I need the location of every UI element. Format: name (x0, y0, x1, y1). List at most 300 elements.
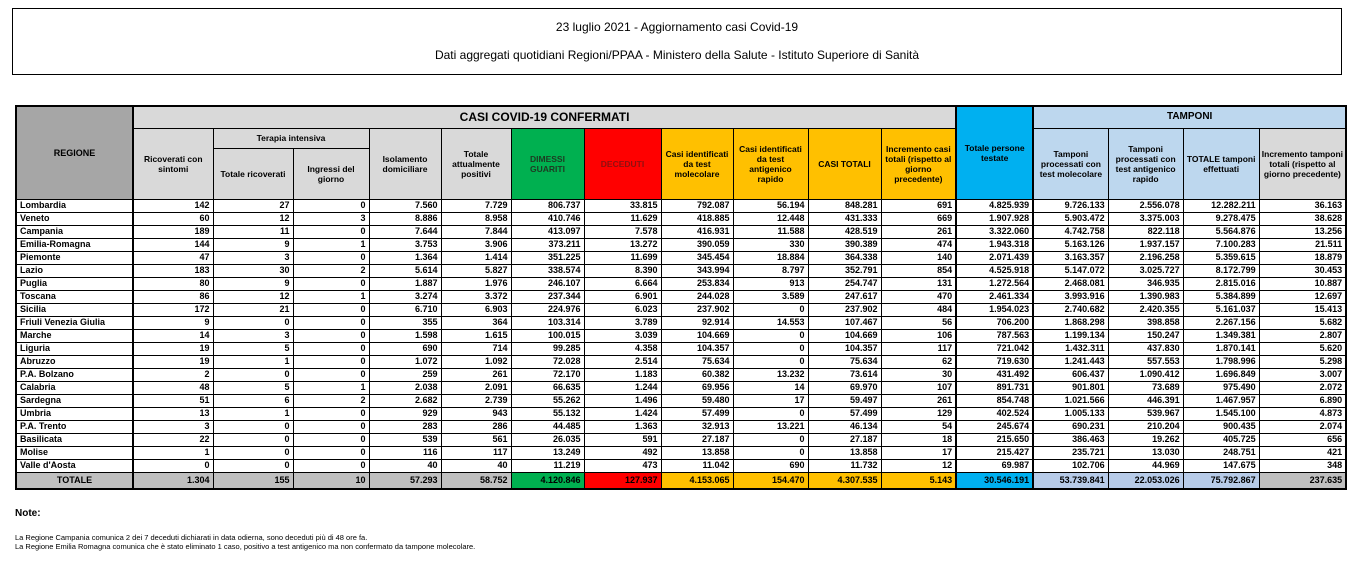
value-cell: 5.147.072 (1033, 264, 1108, 277)
table-row (16, 355, 1346, 368)
title-box (12, 8, 1342, 75)
value-cell: 437.830 (1108, 342, 1183, 355)
value-cell: 398.858 (1108, 316, 1183, 329)
value-cell: 891.731 (956, 381, 1033, 394)
value-cell: 428.519 (808, 225, 881, 238)
value-cell: 6.710 (369, 303, 441, 316)
value-cell: 44.485 (511, 420, 584, 433)
value-cell: 2.461.334 (956, 290, 1033, 303)
value-cell: 7.729 (441, 199, 511, 212)
value-cell: 13.030 (1108, 446, 1183, 459)
value-cell: 2 (293, 264, 369, 277)
value-cell: 1.183 (584, 368, 661, 381)
value-cell: 104.357 (808, 342, 881, 355)
value-cell: 0 (293, 277, 369, 290)
value-cell: 7.560 (369, 199, 441, 212)
value-cell: 0 (293, 459, 369, 472)
region-name-cell: Lombardia (16, 199, 133, 212)
value-cell: 2.072 (1259, 381, 1346, 394)
value-cell: 402.524 (956, 407, 1033, 420)
value-cell: 33.815 (584, 199, 661, 212)
value-cell: 901.801 (1033, 381, 1108, 394)
value-cell: 2.682 (369, 394, 441, 407)
value-cell: 416.931 (661, 225, 733, 238)
header-ricoverati-con-sintomi: Ricoverati con sintomi (133, 128, 213, 199)
value-cell: 1.870.141 (1183, 342, 1259, 355)
value-cell: 72.170 (511, 368, 584, 381)
value-cell: 104.669 (808, 329, 881, 342)
header-incremento-casi: Incremento casi totali (rispetto al giorno precedente) (881, 128, 956, 199)
totals-value-cell: 30.546.191 (956, 472, 1033, 489)
value-cell: 1.432.311 (1033, 342, 1108, 355)
region-name-cell: Veneto (16, 212, 133, 225)
value-cell: 1.363 (584, 420, 661, 433)
value-cell: 0 (293, 251, 369, 264)
value-cell: 4.825.939 (956, 199, 1033, 212)
value-cell: 9 (213, 238, 293, 251)
section-header-tamponi: TAMPONI (1033, 106, 1346, 128)
region-name-cell: Lazio (16, 264, 133, 277)
value-cell: 3 (133, 420, 213, 433)
value-cell: 1.092 (441, 355, 511, 368)
value-cell: 364 (441, 316, 511, 329)
value-cell: 224.976 (511, 303, 584, 316)
region-name-cell: Molise (16, 446, 133, 459)
value-cell: 929 (369, 407, 441, 420)
value-cell: 18 (881, 433, 956, 446)
value-cell: 3 (213, 329, 293, 342)
value-cell: 0 (293, 433, 369, 446)
value-cell: 72.028 (511, 355, 584, 368)
value-cell: 117 (881, 342, 956, 355)
value-cell: 261 (881, 225, 956, 238)
value-cell: 210.204 (1108, 420, 1183, 433)
value-cell: 2.556.078 (1108, 199, 1183, 212)
value-cell: 5.384.899 (1183, 290, 1259, 303)
value-cell: 1 (293, 238, 369, 251)
value-cell: 557.553 (1108, 355, 1183, 368)
value-cell: 9 (133, 316, 213, 329)
value-cell: 669 (881, 212, 956, 225)
value-cell: 1.798.996 (1183, 355, 1259, 368)
value-cell: 1 (213, 355, 293, 368)
value-cell: 13.272 (584, 238, 661, 251)
value-cell: 3.789 (584, 316, 661, 329)
value-cell: 1.414 (441, 251, 511, 264)
value-cell: 0 (213, 368, 293, 381)
value-cell: 0 (733, 446, 808, 459)
value-cell: 900.435 (1183, 420, 1259, 433)
value-cell: 13.232 (733, 368, 808, 381)
value-cell: 261 (881, 394, 956, 407)
value-cell: 48 (133, 381, 213, 394)
value-cell: 346.935 (1108, 277, 1183, 290)
region-name-cell: Campania (16, 225, 133, 238)
value-cell: 2.074 (1259, 420, 1346, 433)
value-cell: 1.241.443 (1033, 355, 1108, 368)
value-cell: 60 (133, 212, 213, 225)
table-row (16, 238, 1346, 251)
value-cell: 0 (293, 407, 369, 420)
header-incremento-tamponi: Incremento tamponi totali (rispetto al giorno precedente) (1259, 128, 1346, 199)
value-cell: 14 (133, 329, 213, 342)
value-cell: 913 (733, 277, 808, 290)
value-cell: 261 (441, 368, 511, 381)
value-cell: 32.913 (661, 420, 733, 433)
value-cell: 147.675 (1183, 459, 1259, 472)
value-cell: 2 (293, 394, 369, 407)
value-cell: 11.588 (733, 225, 808, 238)
value-cell: 0 (293, 303, 369, 316)
value-cell: 5.298 (1259, 355, 1346, 368)
value-cell: 8.390 (584, 264, 661, 277)
value-cell: 11.732 (808, 459, 881, 472)
value-cell: 9 (213, 277, 293, 290)
value-cell: 591 (584, 433, 661, 446)
table-row (16, 290, 1346, 303)
value-cell: 5.359.615 (1183, 251, 1259, 264)
value-cell: 26.035 (511, 433, 584, 446)
value-cell: 107.467 (808, 316, 881, 329)
table-row (16, 251, 1346, 264)
value-cell: 13.256 (1259, 225, 1346, 238)
totals-value-cell: 22.053.026 (1108, 472, 1183, 489)
value-cell: 1.364 (369, 251, 441, 264)
value-cell: 1 (293, 381, 369, 394)
value-cell: 5 (213, 381, 293, 394)
value-cell: 0 (293, 355, 369, 368)
value-cell: 421 (1259, 446, 1346, 459)
totals-value-cell: 155 (213, 472, 293, 489)
value-cell: 6 (213, 394, 293, 407)
value-cell: 286 (441, 420, 511, 433)
value-cell: 12 (881, 459, 956, 472)
value-cell: 3.372 (441, 290, 511, 303)
table-row (16, 264, 1346, 277)
value-cell: 2.740.682 (1033, 303, 1108, 316)
value-cell: 1.615 (441, 329, 511, 342)
value-cell: 103.314 (511, 316, 584, 329)
value-cell: 1.244 (584, 381, 661, 394)
header-terapia-intensiva: Terapia intensiva (213, 128, 369, 148)
region-name-cell: Valle d'Aosta (16, 459, 133, 472)
totals-value-cell: 57.293 (369, 472, 441, 489)
value-cell: 431.333 (808, 212, 881, 225)
value-cell: 2.815.016 (1183, 277, 1259, 290)
table-body (16, 199, 1346, 472)
value-cell: 792.087 (661, 199, 733, 212)
value-cell: 721.042 (956, 342, 1033, 355)
value-cell: 69.987 (956, 459, 1033, 472)
header-dimessi-guariti: DIMESSI GUARITI (511, 128, 584, 199)
value-cell: 0 (213, 446, 293, 459)
note-line-emilia-romagna: La Regione Emilia Romagna comunica che è stato eliminato 1 caso, positivo a test antigenico ma non confermato da tampone molecolare. (15, 542, 476, 551)
value-cell: 806.737 (511, 199, 584, 212)
value-cell: 13.858 (808, 446, 881, 459)
value-cell: 5.827 (441, 264, 511, 277)
value-cell: 17 (881, 446, 956, 459)
value-cell: 1.090.412 (1108, 368, 1183, 381)
value-cell: 3.039 (584, 329, 661, 342)
report-title: 23 luglio 2021 - Aggiornamento casi Covid-19 (555, 20, 799, 34)
totals-value-cell: 5.143 (881, 472, 956, 489)
value-cell: 22 (133, 433, 213, 446)
header-ti-ingressi-giorno: Ingressi del giorno (293, 148, 369, 199)
value-cell: 19.262 (1108, 433, 1183, 446)
value-cell: 75.634 (808, 355, 881, 368)
value-cell: 446.391 (1108, 394, 1183, 407)
value-cell: 706.200 (956, 316, 1033, 329)
region-name-cell: Abruzzo (16, 355, 133, 368)
header-tamponi-molecolare: Tamponi processati con test molecolare (1033, 128, 1108, 199)
value-cell: 0 (293, 199, 369, 212)
value-cell: 247.617 (808, 290, 881, 303)
value-cell: 8.958 (441, 212, 511, 225)
table-row (16, 303, 1346, 316)
value-cell: 11.699 (584, 251, 661, 264)
region-name-cell: Calabria (16, 381, 133, 394)
totals-row (16, 472, 1346, 489)
value-cell: 2.468.081 (1033, 277, 1108, 290)
value-cell: 690.231 (1033, 420, 1108, 433)
value-cell: 1.424 (584, 407, 661, 420)
value-cell: 44.969 (1108, 459, 1183, 472)
value-cell: 129 (881, 407, 956, 420)
value-cell: 410.746 (511, 212, 584, 225)
value-cell: 2.267.156 (1183, 316, 1259, 329)
covid-data-table (15, 105, 1347, 490)
value-cell: 3.274 (369, 290, 441, 303)
table-row (16, 433, 1346, 446)
value-cell: 253.834 (661, 277, 733, 290)
value-cell: 2.091 (441, 381, 511, 394)
table-row (16, 342, 1346, 355)
value-cell: 0 (293, 446, 369, 459)
value-cell: 0 (213, 420, 293, 433)
value-cell: 1.887 (369, 277, 441, 290)
value-cell: 1.545.100 (1183, 407, 1259, 420)
value-cell: 2.196.258 (1108, 251, 1183, 264)
value-cell: 413.097 (511, 225, 584, 238)
totals-value-cell: 75.792.867 (1183, 472, 1259, 489)
value-cell: 3.163.357 (1033, 251, 1108, 264)
value-cell: 19 (133, 355, 213, 368)
value-cell: 3 (293, 212, 369, 225)
header-ti-totale-ricoverati: Totale ricoverati (213, 148, 293, 199)
value-cell: 40 (369, 459, 441, 472)
value-cell: 27.187 (661, 433, 733, 446)
value-cell: 2.807 (1259, 329, 1346, 342)
value-cell: 13.249 (511, 446, 584, 459)
value-cell: 56.194 (733, 199, 808, 212)
value-cell: 2 (133, 368, 213, 381)
totals-value-cell: 4.307.535 (808, 472, 881, 489)
header-persone-testate: Totale persone testate (956, 106, 1033, 199)
value-cell: 1.467.957 (1183, 394, 1259, 407)
value-cell: 47 (133, 251, 213, 264)
value-cell: 237.344 (511, 290, 584, 303)
value-cell: 183 (133, 264, 213, 277)
value-cell: 3.753 (369, 238, 441, 251)
value-cell: 11.219 (511, 459, 584, 472)
value-cell: 1.598 (369, 329, 441, 342)
value-cell: 140 (881, 251, 956, 264)
value-cell: 13.858 (661, 446, 733, 459)
value-cell: 0 (733, 433, 808, 446)
value-cell: 390.059 (661, 238, 733, 251)
value-cell: 99.285 (511, 342, 584, 355)
value-cell: 1.496 (584, 394, 661, 407)
region-name-cell: Friuli Venezia Giulia (16, 316, 133, 329)
value-cell: 1.072 (369, 355, 441, 368)
table-row (16, 225, 1346, 238)
region-name-cell: Marche (16, 329, 133, 342)
value-cell: 787.563 (956, 329, 1033, 342)
value-cell: 8.886 (369, 212, 441, 225)
value-cell: 60.382 (661, 368, 733, 381)
value-cell: 1 (213, 407, 293, 420)
value-cell: 822.118 (1108, 225, 1183, 238)
value-cell: 13.221 (733, 420, 808, 433)
value-cell: 14 (733, 381, 808, 394)
value-cell: 12 (213, 212, 293, 225)
value-cell: 848.281 (808, 199, 881, 212)
value-cell: 102.706 (1033, 459, 1108, 472)
value-cell: 248.751 (1183, 446, 1259, 459)
value-cell: 0 (733, 303, 808, 316)
value-cell: 539.967 (1108, 407, 1183, 420)
value-cell: 15.413 (1259, 303, 1346, 316)
table-row (16, 381, 1346, 394)
region-name-cell: Toscana (16, 290, 133, 303)
value-cell: 1.199.134 (1033, 329, 1108, 342)
value-cell: 172 (133, 303, 213, 316)
value-cell: 7.844 (441, 225, 511, 238)
region-name-cell: Sardegna (16, 394, 133, 407)
value-cell: 18.879 (1259, 251, 1346, 264)
value-cell: 59.497 (808, 394, 881, 407)
value-cell: 12.448 (733, 212, 808, 225)
value-cell: 21.511 (1259, 238, 1346, 251)
value-cell: 386.463 (1033, 433, 1108, 446)
value-cell: 714 (441, 342, 511, 355)
value-cell: 3.906 (441, 238, 511, 251)
value-cell: 246.107 (511, 277, 584, 290)
value-cell: 13 (133, 407, 213, 420)
value-cell: 3 (213, 251, 293, 264)
header-regione: REGIONE (16, 106, 133, 199)
value-cell: 12.282.211 (1183, 199, 1259, 212)
value-cell: 0 (293, 316, 369, 329)
header-casi-test-molecolare: Casi identificati da test molecolare (661, 128, 733, 199)
value-cell: 8.797 (733, 264, 808, 277)
region-name-cell: Puglia (16, 277, 133, 290)
value-cell: 100.015 (511, 329, 584, 342)
value-cell: 131 (881, 277, 956, 290)
value-cell: 1.349.381 (1183, 329, 1259, 342)
header-deceduti: DECEDUTI (584, 128, 661, 199)
value-cell: 719.630 (956, 355, 1033, 368)
value-cell: 0 (133, 459, 213, 472)
value-cell: 691 (881, 199, 956, 212)
value-cell: 473 (584, 459, 661, 472)
value-cell: 8.172.799 (1183, 264, 1259, 277)
value-cell: 107 (881, 381, 956, 394)
value-cell: 364.338 (808, 251, 881, 264)
table-row (16, 316, 1346, 329)
value-cell: 27 (213, 199, 293, 212)
region-name-cell: Umbria (16, 407, 133, 420)
value-cell: 330 (733, 238, 808, 251)
value-cell: 3.993.916 (1033, 290, 1108, 303)
value-cell: 345.454 (661, 251, 733, 264)
value-cell: 470 (881, 290, 956, 303)
value-cell: 0 (293, 420, 369, 433)
table-row (16, 368, 1346, 381)
value-cell: 104.669 (661, 329, 733, 342)
value-cell: 142 (133, 199, 213, 212)
value-cell: 1 (293, 290, 369, 303)
value-cell: 9.726.133 (1033, 199, 1108, 212)
value-cell: 348 (1259, 459, 1346, 472)
value-cell: 1.272.564 (956, 277, 1033, 290)
value-cell: 1.907.928 (956, 212, 1033, 225)
value-cell: 30 (213, 264, 293, 277)
value-cell: 104.357 (661, 342, 733, 355)
value-cell: 2.420.355 (1108, 303, 1183, 316)
value-cell: 431.492 (956, 368, 1033, 381)
value-cell: 0 (733, 407, 808, 420)
value-cell: 117 (441, 446, 511, 459)
value-cell: 355 (369, 316, 441, 329)
value-cell: 235.721 (1033, 446, 1108, 459)
value-cell: 6.890 (1259, 394, 1346, 407)
totals-value-cell: 154.470 (733, 472, 808, 489)
value-cell: 390.389 (808, 238, 881, 251)
value-cell: 21 (213, 303, 293, 316)
value-cell: 11.629 (584, 212, 661, 225)
value-cell: 6.023 (584, 303, 661, 316)
value-cell: 943 (441, 407, 511, 420)
value-cell: 352.791 (808, 264, 881, 277)
value-cell: 215.650 (956, 433, 1033, 446)
region-name-cell: Piemonte (16, 251, 133, 264)
totals-value-cell: 10 (293, 472, 369, 489)
value-cell: 373.211 (511, 238, 584, 251)
value-cell: 690 (733, 459, 808, 472)
value-cell: 254.747 (808, 277, 881, 290)
value-cell: 0 (213, 316, 293, 329)
value-cell: 1.005.133 (1033, 407, 1108, 420)
value-cell: 1.696.849 (1183, 368, 1259, 381)
value-cell: 106 (881, 329, 956, 342)
value-cell: 51 (133, 394, 213, 407)
value-cell: 351.225 (511, 251, 584, 264)
value-cell: 19 (133, 342, 213, 355)
totals-value-cell: 58.752 (441, 472, 511, 489)
value-cell: 56 (881, 316, 956, 329)
value-cell: 0 (293, 342, 369, 355)
value-cell: 27.187 (808, 433, 881, 446)
value-cell: 80 (133, 277, 213, 290)
table-row (16, 212, 1346, 225)
value-cell: 539 (369, 433, 441, 446)
value-cell: 4.358 (584, 342, 661, 355)
value-cell: 7.578 (584, 225, 661, 238)
value-cell: 854 (881, 264, 956, 277)
value-cell: 215.427 (956, 446, 1033, 459)
value-cell: 62 (881, 355, 956, 368)
